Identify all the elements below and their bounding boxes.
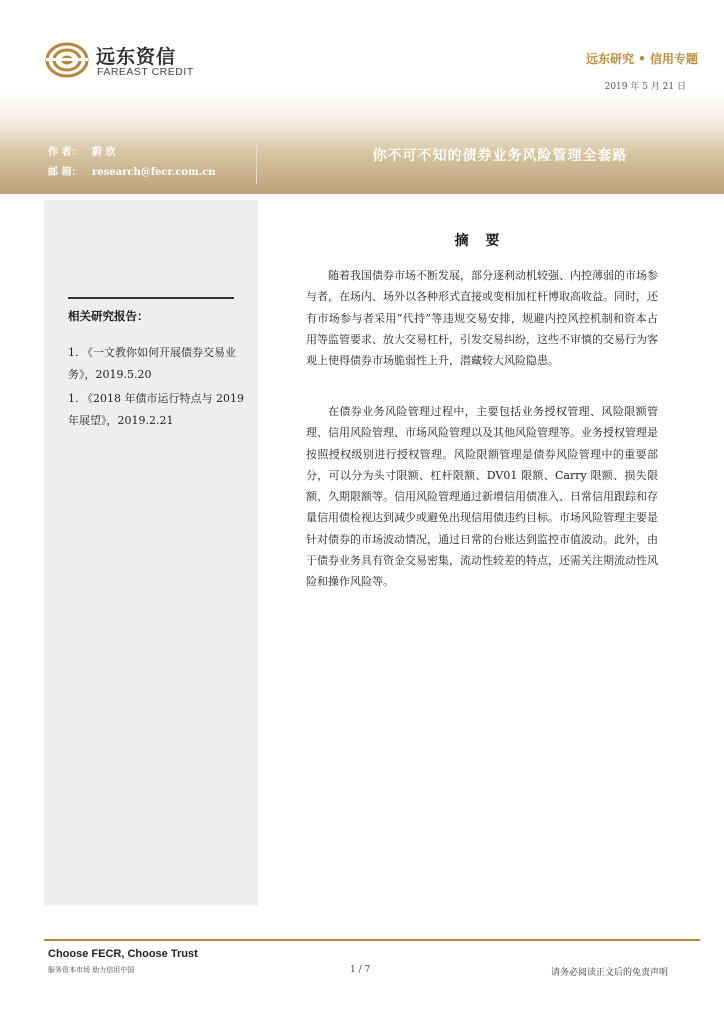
author-label: 作 者：: [48, 147, 82, 158]
logo-english-name: FAREAST CREDIT: [97, 66, 194, 78]
related-report-item[interactable]: 1. 《2018 年债市运行特点与 2019 年展望》，2019.2.21: [68, 392, 244, 427]
footer-slogan-english: Choose FECR, Choose Trust: [48, 948, 198, 960]
author-line: [48, 143, 115, 158]
related-reports-list: [68, 342, 248, 434]
sidebar-divider: [68, 297, 234, 299]
report-series: 远东研究 • 信用专题: [585, 52, 698, 66]
sidebar: [44, 200, 258, 906]
email-label: 邮 箱：: [48, 167, 82, 178]
summary-paragraph: 随着我国债券市场不断发展，部分逐利动机较强、内控薄弱的市场参与者，在场内、场外以各种形式直接或变相加杠杆博取高收益。同时，还有市场参与者采用“代持”等违规交易安排，规避内控风控机制和资本占用等监管要求、放大交易杠杆，引发交易纠纷，这些不审慎的交易行为客观上使得债券市场脆弱性上升，潜藏较大风险隐患。: [306, 269, 658, 368]
related-report-item[interactable]: 1. 《一文教你如何开展债券交易业务》，2019.5.20: [68, 346, 236, 381]
summary-heading: 摘 要: [454, 233, 506, 249]
related-reports-heading: 相关研究报告：: [68, 309, 149, 323]
page-number: 1 / 7: [350, 965, 371, 975]
author-name: 蔚 欣: [92, 147, 116, 158]
disclaimer-note: 请务必阅读正文后的免责声明: [550, 968, 668, 978]
fareast-logo-icon: [44, 40, 90, 80]
summary-paragraph: 在债券业务风险管理过程中，主要包括业务授权管理、风险限额管理、信用风险管理、市场风险管理以及其他风险管理等。业务授权管理是按照授权级别进行授权管理。风险限额管理是债券风险管理中的重要部分，可以分为头寸限额、杠杆限额、DV01 限额、Carry 限额、损失限额、久期限额等。信用风险管理通过新增信用债准入、日常信用跟踪和存量信用债检视达到减少或避免出现信用债违约目标。市场风险管理主要是针对债券的市场波动情况，通过日常的台账达到监控市值波动。此外，由于债券业务具有资金交易密集，流动性较差的特点，还需关注期流动性风险和操作风险等。: [306, 405, 658, 589]
email-address: research@fecr.com.cn: [92, 167, 216, 178]
email-line: [48, 163, 216, 178]
report-date: 2019 年 5 月 21 日: [604, 82, 686, 92]
logo-chinese-name: 远东资信: [96, 46, 177, 68]
banner-divider: [256, 144, 257, 184]
company-logo: [44, 40, 244, 80]
footer-slogan-chinese: 服务资本市场 助力信用中国: [48, 966, 135, 974]
footer-divider: [44, 939, 700, 941]
document-title: 你不可不知的债券业务风险管理全套路: [372, 148, 628, 164]
